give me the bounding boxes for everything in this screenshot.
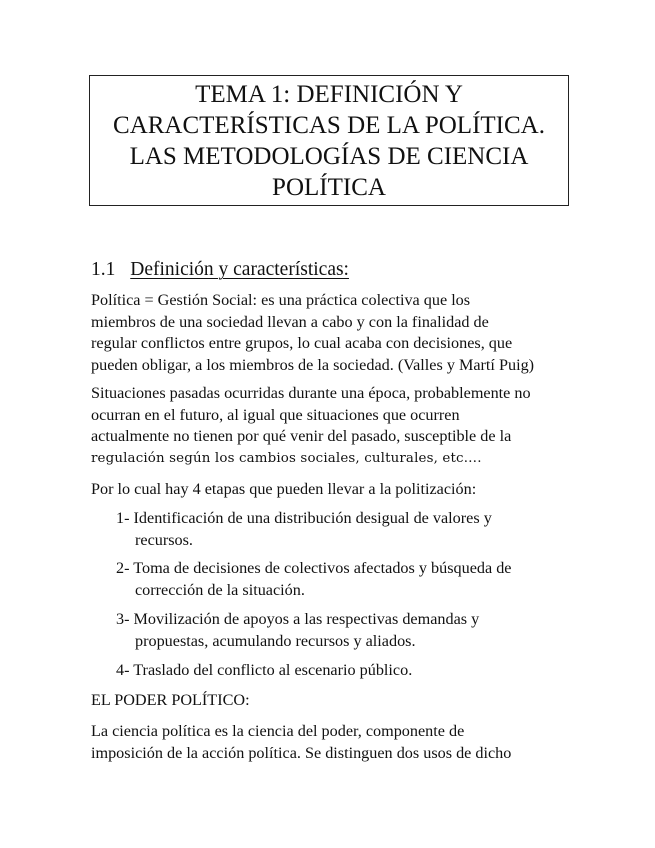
text-line: Política = Gestión Social: es una práctica colectiva que los — [91, 291, 471, 309]
paragraph-definition — [91, 290, 581, 376]
stage-line: corrección de la situación. — [135, 580, 305, 599]
text-line: Por lo cual hay 4 etapas que pueden llevar a la politización: — [91, 480, 477, 498]
text-line: regulación según los cambios sociales, culturales, etc…. — [91, 450, 482, 466]
text-line: La ciencia política es la ciencia del poder, componente de — [91, 722, 465, 740]
title-box — [89, 75, 569, 206]
stage-line: 2- Toma de decisiones de colectivos afectados y búsqueda de — [116, 559, 512, 577]
text-line: Situaciones pasadas ocurridas durante una época, probablemente no — [91, 384, 531, 402]
section-title: Definición y características: — [130, 259, 349, 280]
stage-item — [116, 660, 412, 682]
text-line: regular conflictos entre grupos, lo cual acaba con decisiones, que — [91, 334, 513, 352]
text-line: pueden obligar, a los miembros de la sociedad. (Valles y Martí Puig) — [91, 355, 535, 374]
stage-line: 4- Traslado del conflicto al escenario público. — [116, 661, 413, 679]
text-line: actualmente no tienen por qué venir del pasado, susceptible de la — [91, 427, 512, 445]
text-line: miembros de una sociedad llevan a cabo y con la finalidad de — [91, 312, 489, 331]
title-line: POLÍTICA — [272, 173, 386, 201]
stage-line: recursos. — [135, 530, 193, 549]
title-line: TEMA 1: DEFINICIÓN Y — [195, 80, 463, 108]
stage-line: 1- Identificación de una distribución desigual de valores y — [116, 509, 492, 527]
paragraph-power — [91, 721, 581, 764]
stage-item — [116, 558, 511, 601]
section-number: 1.1 — [91, 259, 116, 280]
text-line: imposición de la acción política. Se distinguen dos usos de dicho — [91, 743, 512, 762]
paragraph-situations — [91, 383, 581, 469]
text-line: ocurran en el futuro, al igual que situaciones que ocurren — [91, 405, 460, 424]
paragraph-stages-intro — [91, 479, 581, 501]
subheading: EL PODER POLÍTICO: — [91, 691, 250, 709]
stage-line: 3- Movilización de apoyos a las respectivas demandas y — [116, 610, 480, 628]
stage-item — [116, 508, 492, 551]
stage-item — [116, 609, 479, 652]
power-heading — [91, 690, 581, 712]
title-line: LAS METODOLOGÍAS DE CIENCIA — [129, 142, 529, 170]
title-line: CARACTERÍSTICAS DE LA POLÍTICA. — [113, 111, 545, 139]
stage-line: propuestas, acumulando recursos y aliados. — [135, 631, 416, 650]
section-heading — [91, 257, 349, 283]
